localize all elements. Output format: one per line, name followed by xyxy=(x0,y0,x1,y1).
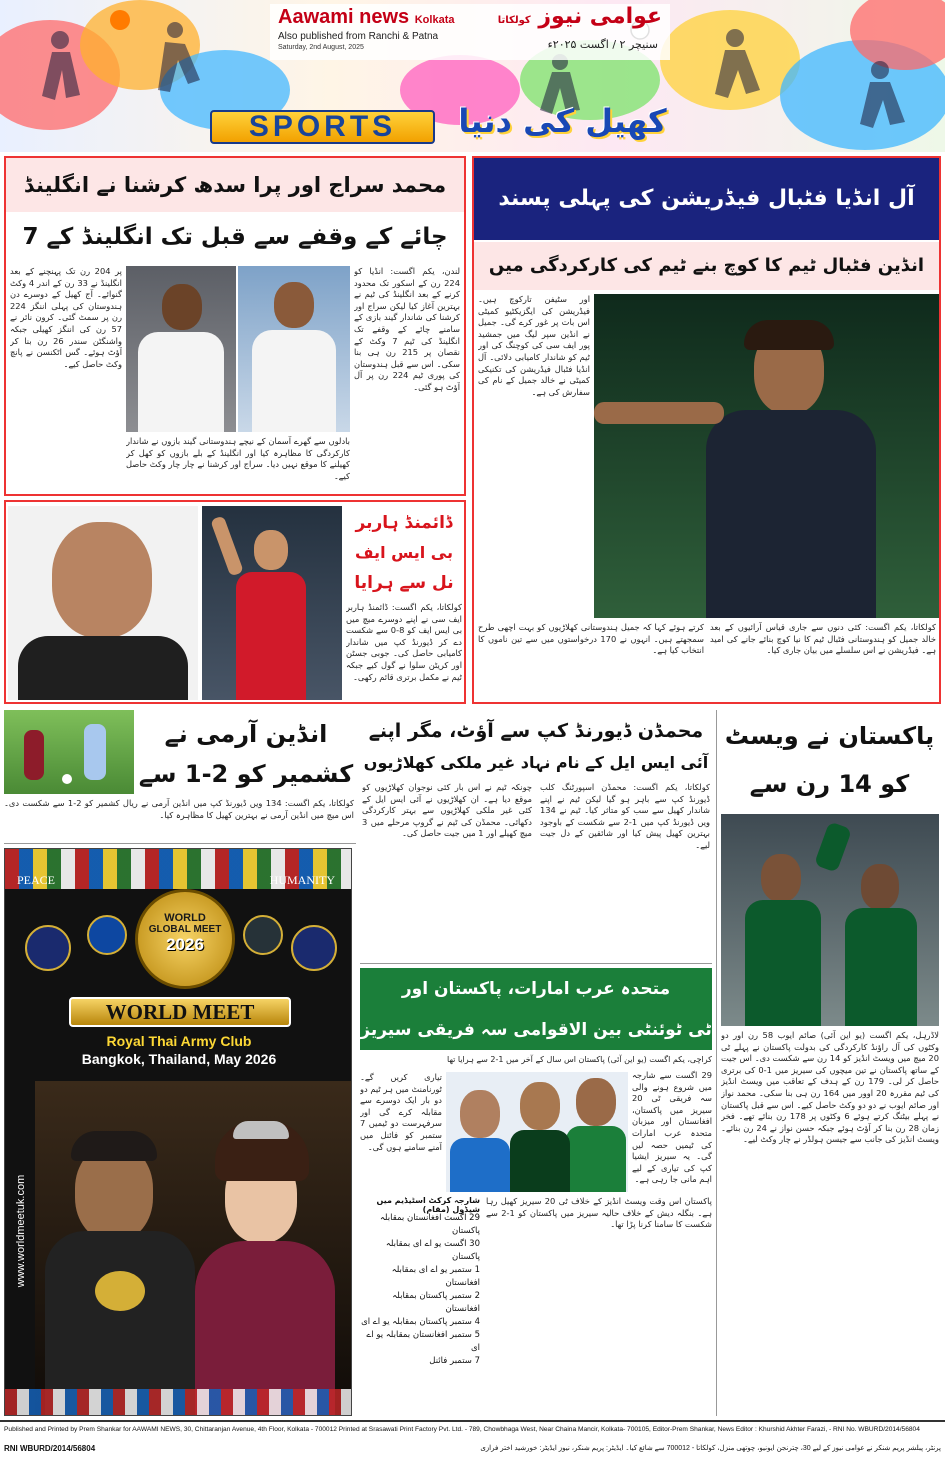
story-army-body: کولکاتا، یکم اگست: 134 ویں ڈیورنڈ کپ میں انڈین آرمی نے ریال کشمیر کو 2-1 سے شکست دی۔ اس میچ میں انڈین آرمی نے بہترین کھیل کا مظاہرہ کیا۔ xyxy=(4,798,354,820)
photo-pakistan-celebration xyxy=(721,814,939,1026)
sports-section-label: SPORTS xyxy=(210,110,435,144)
story-mohammedan xyxy=(360,710,712,964)
schedule-item: 29 اگست افغانستان بمقابلہ پاکستان xyxy=(379,1213,480,1236)
photo-player-celebrating xyxy=(202,506,342,700)
footer-imprint xyxy=(0,1420,945,1463)
story-army-headline-2: کشمیر کو 2-1 سے xyxy=(138,760,354,788)
story-tri-series-headline: متحدہ عرب امارات، پاکستان اور xyxy=(360,968,712,1010)
globe-line-1: WORLD xyxy=(164,912,206,924)
story-khalid xyxy=(472,156,941,704)
date-en: Saturday, 2nd August, 2025 xyxy=(278,44,364,51)
ad-title: WORLD MEET xyxy=(69,997,291,1027)
story-tri-series-body-right: 29 اگست سے شارجہ میں شروع ہونے والی سہ فریقی ٹی 20 سیریز میں پاکستان، افغانستان اور میزبان متحدہ عرب امارات کی ٹیمیں حصہ لیں گی۔ یہ سیریز ایشیا کپ کی تیاری کے لیے اہم مانی جا رہی ہے۔ xyxy=(632,1070,712,1185)
story-pak-wi xyxy=(716,710,941,1416)
story-pak-wi-headline-2: کو 14 رن سے xyxy=(749,770,910,798)
story-siraj-col-left: پر 204 رن تک پہنچنے کے بعد انگلینڈ نے 33 رن کے اندر 4 وکٹ گنوائے۔ آج کھیل کے دوسرے دن ہندوستان کی پہلی اننگز 224 رن پر سمٹ گئی۔ کرون نائر نے 57 رن کی اننگز کھیلی جبکہ واشنگٹن سندر 26 رن بنا کر آؤٹ ہوئے۔ گس اٹکنسن نے پانچ وکٹ حاصل کیے۔ xyxy=(10,266,122,369)
ad-world-meet[interactable] xyxy=(4,848,352,1416)
story-mohammedan-headline: محمڈن ڈیورنڈ کپ سے آؤٹ، مگر اپنے xyxy=(368,720,704,742)
sports-section-label-ur: کھیل کی دنیا xyxy=(458,102,667,140)
story-diamond xyxy=(4,500,466,704)
story-army xyxy=(4,710,356,844)
brand-name-ur: عوامی نیوز xyxy=(538,4,662,29)
brand-name-en: Aawami news xyxy=(278,6,410,28)
story-pak-wi-headline-1: پاکستان نے ویسٹ xyxy=(724,722,935,750)
brand-city-en: Kolkata xyxy=(414,14,455,26)
ad-humanity-label: HUMANITY xyxy=(269,873,335,887)
story-diamond-headline-2: بی ایس ایف xyxy=(355,543,453,562)
badge-council-icon xyxy=(243,915,283,955)
footer-imprint-line-1: Published and Printed by Prem Shankar for AAWAMI NEWS, 30, Chittaranjan Avenue, 4th Floor, Kolkata - 700012 Printed at Srasawati Print Factory Pvt. Ltd. - 789, Chowbhaga West, Near Chaina Mancir, Kolkata- 700105, Editor-Prem Shankar, News Editor : Khurshid Akhter Farazi, - RNI No. WBURD/2014/56804 xyxy=(4,1426,920,1433)
footer-imprint-ur: پرنٹر، پبلشر پریم شنکر نے عوامی نیوز کے لیے 30، چترنجن ایونیو، چوتھی منزل، کولکاتا - 700012 سے شائع کیا۔ ایڈیٹر: پریم شنکر، نیوز ایڈیٹر: خورشید اختر فرازی xyxy=(480,1445,941,1452)
story-army-headline-1: انڈین آرمی نے xyxy=(164,720,328,748)
story-tri-series-body-bottom: پاکستان اس وقت ویسٹ انڈیز کے خلاف ٹی 20 سیریز کھیل رہا ہے۔ بنگلہ دیش کے خلاف حالیہ سیریز میں پاکستان کو 1-2 سے شکست کا سامنا کرنا پڑا تھا۔ xyxy=(486,1196,712,1230)
photo-krishna xyxy=(238,266,350,432)
badge-left-icon xyxy=(25,925,71,971)
story-khalid-body-2: کرتے ہوئے کہا کہ جمیل ہندوستانی کھلاڑیوں کو بہت اچھی طرح سمجھتے ہیں۔ انہوں نے 170 درخواستوں میں سے تین ناموں کا انتخاب کیا ہے۔ xyxy=(478,622,704,656)
schedule-item: 7 ستمبر فائنل xyxy=(429,1356,480,1366)
schedule-item: 2 ستمبر پاکستان بمقابلہ افغانستان xyxy=(392,1291,480,1314)
story-mohammedan-body-right: کولکاتا، یکم اگست: محمڈن اسپورٹنگ کلب ڈیورنڈ کپ سے باہر ہو گیا لیکن ٹیم نے اپنے شاندار کھیل سے سب کو متاثر کیا۔ ٹیم نے 134 ویں ڈیورنڈ کپ میں 1-2 سے شکست کے باوجود بہترین کھیل پیش کیا اور شائقین کے دل جیت لیے۔ xyxy=(540,782,710,850)
brand-block xyxy=(270,4,670,60)
story-mohammedan-subheadline: آئی ایس ایل کے نام نہاد غیر ملکی کھلاڑیوں xyxy=(363,753,709,772)
badge-thailand-icon xyxy=(87,915,127,955)
also-published-line: Also published from Ranchi & Patna xyxy=(278,31,439,42)
globe-line-2: GLOBAL MEET xyxy=(148,924,222,935)
story-siraj xyxy=(4,156,466,496)
story-diamond-body: کولکاتا، یکم اگست: ڈائمنڈ ہاربر ایف سی نے اپنے دوسرے میچ میں بی ایس ایف کو 8-0 سے شکست دے کر ڈیورنڈ کپ میں شاندار کامیابی حاصل کی۔ جوبی جسٹن اور کریٹن سلوا نے گول کیے جبکہ ٹیم نے مکمل برتری قائم رکھی۔ xyxy=(346,602,462,682)
schedule-item: 4 ستمبر پاکستان بمقابلہ یو اے ای xyxy=(361,1317,480,1327)
story-tri-series-body-mid: تیاری کریں گے۔ ٹورنامنٹ میں ہر ٹیم دو دو بار ایک دوسرے سے مقابلہ کرے گی اور سرفہرست دو ٹیمیں 7 ستمبر کو فائنل میں آمنے سامنے ہوں گی۔ xyxy=(360,1072,442,1152)
story-siraj-subheadline: چائے کے وقفے سے قبل تک انگلینڈ کے 7 xyxy=(22,224,448,250)
story-tri-series xyxy=(360,968,712,1416)
ad-venue: Royal Thai Army Club xyxy=(106,1033,252,1049)
story-siraj-col-right: لندن، یکم اگست: انڈیا کو 224 رن کے اسکور تک محدود کرنے کے بعد انگلینڈ کی ٹیم نے بہترین آغاز کیا لیکن سراج اور کرشنا کی شاندار گیند بازی کے سامنے چائے کے وقفے تک انگلینڈ کی ٹیم 7 وکٹ کے نقصان پر 215 رن ہی بنا سکی۔ اس سے قبل ہندوستان کی پوری ٹیم 224 رن پر آل آؤٹ ہو گئی۔ xyxy=(354,266,460,392)
photo-player-portrait xyxy=(8,506,198,700)
story-tri-series-intro: کراچی، یکم اگست (یو این آئی) پاکستان اس سال کے آخر میں 1-2 سے ہرایا تھا xyxy=(447,1055,712,1064)
story-siraj-col-under-photo: بادلوں سے گھرے آسمان کے نیچے ہندوستانی گیند بازوں نے شاندار کارکردگی کا مظاہرہ کیا اور انگلینڈ کے بلے بازوں کو کھل کر کھیلنے کا موقع نہیں دیا۔ سراج اور کرشنا نے چار چار وکٹ حاصل کیے۔ xyxy=(126,436,350,481)
ad-location: Bangkok, Thailand, May 2026 xyxy=(81,1051,277,1067)
story-khalid-body-3: کولکاتا، یکم اگست: کئی دنوں سے جاری قیاس آرائیوں کے بعد خالد جمیل کو ہندوستانی فٹبال ٹیم کا نیا کوچ بنائے جانے کی امید ہے۔ فیڈریشن نے اس سلسلے میں بیان جاری کیا۔ xyxy=(710,622,936,656)
photo-khalid-jamil xyxy=(594,294,939,618)
story-diamond-headline-1: ڈائمنڈ ہاربر xyxy=(355,513,453,533)
globe-year: 2026 xyxy=(166,935,204,954)
footer-rni: RNI WBURD/2014/56804 xyxy=(4,1444,96,1453)
brand-title-ur xyxy=(498,4,662,29)
schedule-list xyxy=(360,1212,480,1368)
ad-website[interactable]: www.worldmeetuk.com xyxy=(15,1174,27,1288)
date-ur: سنیچر ۲ / اگست ۲۰۲۵ء xyxy=(547,38,658,51)
story-khalid-headline: آل انڈیا فٹبال فیڈریشن کی پہلی پسند xyxy=(474,158,939,240)
flags-strip-bottom xyxy=(5,1389,352,1416)
story-khalid-subheadline: انڈین فٹبال ٹیم کا کوچ بنے ٹیم کی کارکردگی میں xyxy=(474,242,939,290)
photo-captains xyxy=(446,1072,628,1192)
masthead xyxy=(0,0,945,152)
story-siraj-headline: محمد سراج اور پرا سدھ کرشنا نے انگلینڈ xyxy=(6,158,464,212)
tiara-icon xyxy=(233,1121,289,1139)
schedule-item: 5 ستمبر افغانستان بمقابلہ یو اے ای xyxy=(366,1330,480,1353)
global-meet-globe xyxy=(135,889,235,989)
brand-title-en xyxy=(278,6,454,29)
ad-website-wrap xyxy=(11,1085,27,1385)
story-diamond-headline-3: نل سے ہرایا xyxy=(354,573,454,593)
photo-army-match xyxy=(4,710,134,794)
schedule-title: شارجہ کرکٹ اسٹیڈیم میں شیڈول (مقام) xyxy=(376,1196,480,1214)
ball-icon xyxy=(110,10,130,30)
schedule-item: 30 اگست یو اے ای بمقابلہ پاکستان xyxy=(385,1239,480,1262)
story-pak-wi-body: لاڈرہل، یکم اگست (یو این آئی) صائم ایوب 58 رن اور دو وکٹوں کی آل راؤنڈ کارکردگی کی بدولت پاکستان نے پہلے ٹی 20 میچ میں ویسٹ انڈیز کو 14 رن سے شکست دی۔ اس جیت کے ساتھ پاکستان نے تین میچوں کی سیریز میں 1-0 کی برتری حاصل کر لی۔ 179 رن کے ہدف کے تعاقب میں ویسٹ انڈیز کی ٹیم مقررہ 20 اوور میں 164 رن ہی بنا سکی۔ محمد نواز اور صائم ایوب نے دو دو وکٹ حاصل کیے۔ اس سے قبل پاکستان نے پہلے بیٹنگ کرتے ہوئے 6 وکٹوں پر 178 رن بنائے تھے۔ فخر زمان 28 رن بنا کر آؤٹ ہوئے جبکہ حسن نواز نے 24 رن بنائے۔ ویسٹ انڈیز کی جانب سے جیسن ہولڈر نے چار وکٹ لیے۔ xyxy=(721,1030,939,1145)
brand-city-ur: کولکاتا xyxy=(497,15,531,26)
schedule-item: 1 ستمبر یو اے ای بمقابلہ افغانستان xyxy=(391,1265,480,1288)
ad-peace-label: PEACE xyxy=(17,873,56,887)
photo-siraj xyxy=(126,266,236,432)
story-tri-series-subheadline: ٹی ٹوئنٹی بین الاقوامی سہ فریقی سیریز xyxy=(360,1010,712,1050)
badge-right-icon xyxy=(291,925,337,971)
story-mohammedan-body-left: چونکہ ٹیم نے اس بار کئی نوجوان کھلاڑیوں کو موقع دیا ہے۔ ان کھلاڑیوں نے آئی ایس ایل کے کئی غیر ملکی کھلاڑیوں سے بہتر کارکردگی دکھائی۔ محمڈن کی ٹیم نے گروپ مرحلے میں 3 میچ کھیلے اور 1 میں جیت حاصل کی۔ xyxy=(362,782,532,839)
ad-photo-couple xyxy=(35,1081,352,1416)
story-khalid-body-1: اور سٹیفن تارکوچ ہیں۔ فیڈریشن کی ایگزیکٹیو کمیٹی اس بات پر غور کرے گی۔ جمیل نے انڈین سپر لیگ میں جمشید پور ایف سی کی کوچنگ کی اور ٹیم کو شاندار کامیابی دلائی۔ آل انڈیا فٹبال فیڈریشن کی تکنیکی کمیٹی نے خالد جمیل کے نام کی سفارش کی ہے۔ xyxy=(478,294,590,397)
